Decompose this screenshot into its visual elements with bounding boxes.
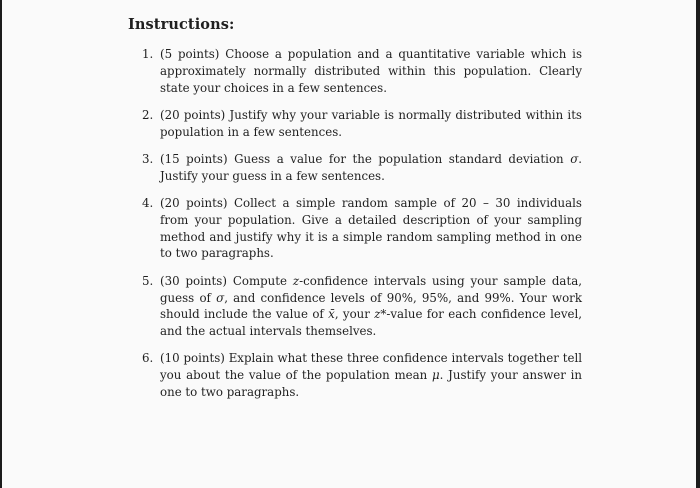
text-segment: (15 points) Guess a value for the population standard deviation (160, 151, 571, 166)
list-item (142, 273, 582, 340)
z-symbol: z (292, 273, 300, 288)
item-text: (20 points) Justify why your variable is normally distributed within its population in a few sentences. (160, 107, 582, 139)
xbar-symbol: x̄ (328, 307, 335, 322)
text-segment: , your (334, 307, 375, 322)
text-segment: (10 points) Explain what these three confidence intervals together tell you about the value of the population mean (160, 351, 582, 383)
text-segment: -value for each confidence level, and the actual intervals themselves. (160, 307, 582, 339)
instructions-list (142, 46, 582, 411)
list-item (142, 350, 582, 400)
item-number: 6. (142, 351, 154, 366)
item-text (160, 274, 582, 338)
text-segment: . Justify your answer in one to two paragraphs. (160, 368, 583, 400)
instructions-heading: Instructions: (128, 16, 235, 33)
item-text: (20 points) Collect a simple random sample of 20 – 30 individuals from your population. Give a detailed description of your sampling method and justify why it is a simple random sampling method in one to two paragraphs. (160, 196, 582, 261)
right-border (696, 0, 700, 488)
text-segment: -confidence intervals using your sample data, guess of (160, 273, 582, 305)
text-segment: (30 points) Compute (160, 273, 293, 288)
item-text (160, 351, 582, 399)
sigma-symbol: σ (216, 290, 225, 305)
item-text: (5 points) Choose a population and a quantitative variable which is approximately normally distributed within this population. Clearly state your choices in a few sentences. (160, 47, 582, 95)
item-number: 1. (142, 47, 154, 61)
sigma-symbol: σ (570, 151, 579, 166)
list-item (142, 195, 582, 262)
mu-symbol: μ (431, 368, 440, 383)
list-item (142, 151, 582, 185)
item-number: 2. (142, 107, 154, 122)
zstar-symbol: z* (374, 307, 387, 322)
text-segment: , and confidence levels of 90%, 95%, and 99%. Your work should include the value of (160, 290, 582, 322)
item-number: 5. (142, 273, 154, 288)
item-number: 4. (142, 196, 154, 211)
item-number: 3. (142, 151, 154, 166)
text-segment: . Justify your guess in a few sentences. (160, 151, 582, 183)
document-page (2, 0, 696, 488)
list-item (142, 46, 582, 96)
item-text (160, 152, 582, 183)
list-item (142, 107, 582, 141)
